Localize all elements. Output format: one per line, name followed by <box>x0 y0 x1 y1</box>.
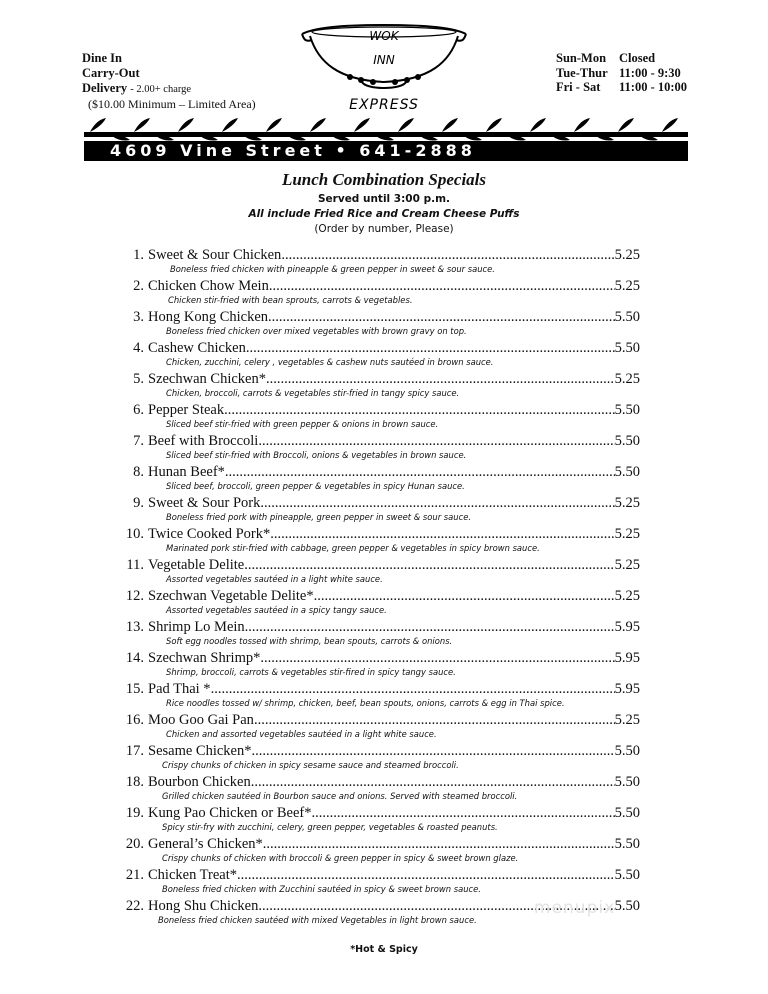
item-number: 4. <box>133 340 144 356</box>
menu-item <box>112 339 640 370</box>
menu-item-line <box>112 525 640 543</box>
item-description: Rice noodles tossed w/ shrimp, chicken, beef, bean spouts, onions, carrots & egg in Thai spice. <box>166 698 565 708</box>
menu-item-line <box>112 587 640 605</box>
service-delivery <box>82 81 256 97</box>
item-number: 17. <box>125 743 144 759</box>
item-price: 5.25 <box>614 495 640 511</box>
menu-item <box>112 463 640 494</box>
item-number: 20. <box>125 836 144 852</box>
item-price: 5.50 <box>614 774 640 790</box>
item-description: Crispy chunks of chicken with broccoli & green pepper in spicy & sweet brown glaze. <box>162 853 519 863</box>
menu-item-line <box>112 680 640 698</box>
menu-item <box>112 308 640 339</box>
menu-item <box>112 277 640 308</box>
menu-item <box>112 246 640 277</box>
logo-word-inn: INN <box>373 53 395 67</box>
menu-item <box>112 525 640 556</box>
watermark: menupix <box>534 898 616 918</box>
item-description: Shrimp, broccoli, carrots & vegetables stir-fired in spicy tangy sauce. <box>166 667 456 677</box>
address-banner: 4609 Vine Street • 641-2888 <box>84 141 688 161</box>
hours-time: 11:00 - 9:30 <box>619 65 681 80</box>
item-description: Soft egg noodles tossed with shrimp, bean spouts, carrots & onions. <box>166 636 453 646</box>
item-number: 21. <box>125 867 144 883</box>
item-number: 14. <box>125 650 144 666</box>
item-description: Boneless fried chicken over mixed vegetables with brown gravy on top. <box>166 326 467 336</box>
item-price: 5.50 <box>614 743 640 759</box>
menu-item-line <box>112 339 640 357</box>
item-price: 5.50 <box>614 433 640 449</box>
item-description: Chicken, broccoli, carrots & vegetables stir-fried in tangy spicy sauce. <box>166 388 460 398</box>
item-name: Chicken Chow Mein <box>148 278 269 294</box>
item-price: 5.25 <box>614 247 640 263</box>
logo-word-wok: WOK <box>369 29 399 43</box>
item-number: 19. <box>125 805 144 821</box>
item-name: Hong Kong Chicken <box>148 309 269 325</box>
menu-item <box>112 401 640 432</box>
menu-item <box>112 680 640 711</box>
item-price: 5.50 <box>614 898 640 914</box>
item-name: Szechwan Chicken* <box>148 371 266 387</box>
menu-list <box>112 246 640 928</box>
leader-dots <box>263 835 615 853</box>
menu-item-line <box>112 866 640 884</box>
item-description: Sliced beef, broccoli, green pepper & vegetables in spicy Hunan sauce. <box>166 481 465 491</box>
item-number: 7. <box>133 433 144 449</box>
item-price: 5.25 <box>614 526 640 542</box>
menu-item-line <box>112 494 640 512</box>
delivery-charge: - 2.00+ charge <box>130 84 192 95</box>
item-name: Pad Thai * <box>148 681 211 697</box>
item-price: 5.25 <box>614 712 640 728</box>
item-description: Chicken stir-fried with bean sprouts, carrots & vegetables. <box>168 295 413 305</box>
menu-item-line <box>112 773 640 791</box>
item-description: Boneless fried chicken sautéed with mixed Vegetables in light brown sauce. <box>158 915 477 925</box>
hours-table <box>556 51 687 95</box>
leader-dots <box>211 680 615 698</box>
menu-item <box>112 370 640 401</box>
item-price: 5.50 <box>614 867 640 883</box>
hours-row <box>556 51 687 66</box>
item-number: 5. <box>133 371 144 387</box>
item-number: 11. <box>126 557 144 573</box>
item-name: Cashew Chicken <box>148 340 246 356</box>
menu-item-line <box>112 742 640 760</box>
leader-dots <box>224 401 615 419</box>
item-description: Boneless fried chicken with pineapple & green pepper in sweet & sour sauce. <box>170 264 495 274</box>
order-note: (Order by number, Please) <box>314 223 454 235</box>
hours-row <box>556 80 687 95</box>
item-price: 5.50 <box>614 402 640 418</box>
services-block <box>82 51 256 112</box>
item-price: 5.25 <box>614 588 640 604</box>
menu-item <box>112 742 640 773</box>
leader-dots <box>312 804 615 822</box>
menu-item-line <box>112 463 640 481</box>
item-name: Hong Shu Chicken <box>148 898 259 914</box>
item-name: Vegetable Delite <box>148 557 245 573</box>
item-name: General’s Chicken* <box>148 836 263 852</box>
item-number: 2. <box>133 278 144 294</box>
leader-dots <box>245 618 615 636</box>
menu-item-line <box>112 804 640 822</box>
item-number: 16. <box>125 712 144 728</box>
menu-item-line <box>112 649 640 667</box>
logo-word-express: EXPRESS <box>349 97 419 113</box>
menu-item <box>112 556 640 587</box>
item-name: Sesame Chicken* <box>148 743 252 759</box>
menu-item-line <box>112 556 640 574</box>
item-price: 5.95 <box>614 650 640 666</box>
menu-item <box>112 773 640 804</box>
item-price: 5.50 <box>614 309 640 325</box>
leader-dots <box>252 742 615 760</box>
item-price: 5.25 <box>614 557 640 573</box>
leader-dots <box>260 649 614 667</box>
item-description: Chicken and assorted vegetables sautéed in a light white sauce. <box>166 729 437 739</box>
menu-item <box>112 835 640 866</box>
item-name: Beef with Broccoli <box>148 433 259 449</box>
item-number: 3. <box>133 309 144 325</box>
item-number: 8. <box>133 464 144 480</box>
item-description: Crispy chunks of chicken in spicy sesame sauce and steamed broccoli. <box>162 760 459 770</box>
item-price: 5.95 <box>614 681 640 697</box>
menu-item-line <box>112 835 640 853</box>
menu-item-line <box>112 370 640 388</box>
item-name: Sweet & Sour Chicken <box>148 247 282 263</box>
item-description: Boneless fried chicken with Zucchini sautéed in spicy & sweet brown sauce. <box>162 884 481 894</box>
item-name: Sweet & Sour Pork <box>148 495 261 511</box>
menu-item-line <box>112 711 640 729</box>
item-name: Bourbon Chicken <box>148 774 251 790</box>
leader-dots <box>269 277 615 295</box>
leader-dots <box>268 308 615 326</box>
hours-days: Sun-Mon <box>556 51 607 65</box>
leader-dots <box>270 525 614 543</box>
menu-item <box>112 618 640 649</box>
item-number: 22. <box>125 898 144 914</box>
menu-item-line <box>112 618 640 636</box>
includes-note: All include Fried Rice and Cream Cheese Puffs <box>248 208 520 220</box>
leader-dots <box>244 556 614 574</box>
item-number: 18. <box>125 774 144 790</box>
menu-item <box>112 804 640 835</box>
item-description: Assorted vegetables sautéed in a light white sauce. <box>166 574 383 584</box>
menu-item <box>112 866 640 897</box>
item-name: Twice Cooked Pork* <box>148 526 271 542</box>
hot-spicy-note: *Hot & Spicy <box>350 944 418 955</box>
item-price: 5.50 <box>614 340 640 356</box>
item-price: 5.25 <box>614 371 640 387</box>
item-description: Grilled chicken sautéed in Bourbon sauce and onions. Served with steamed broccoli. <box>162 791 518 801</box>
hours-days: Tue-Thur <box>556 65 608 80</box>
served-until: Served until 3:00 p.m. <box>317 193 451 205</box>
item-name: Pepper Steak <box>148 402 225 418</box>
item-price: 5.50 <box>614 836 640 852</box>
wok-inn-logo <box>298 18 470 118</box>
item-number: 15. <box>125 681 144 697</box>
item-description: Marinated pork stir-fried with cabbage, green pepper & vegetables in spicy brown sauce. <box>166 543 540 553</box>
item-price: 5.95 <box>614 619 640 635</box>
menu-item-line <box>112 246 640 264</box>
item-description: Boneless fried pork with pineapple, green pepper in sweet & sour sauce. <box>166 512 472 522</box>
item-name: Hunan Beef* <box>148 464 225 480</box>
item-name: Szechwan Shrimp* <box>148 650 261 666</box>
service-dine-in: Dine In <box>82 51 122 65</box>
menu-item <box>112 649 640 680</box>
item-number: 13. <box>125 619 144 635</box>
item-name: Szechwan Vegetable Delite* <box>148 588 314 604</box>
menu-item-line <box>112 277 640 295</box>
leader-dots <box>251 773 615 791</box>
menu-item-line <box>112 308 640 326</box>
leader-dots <box>254 711 615 729</box>
leader-dots <box>260 494 614 512</box>
menu-title: Lunch Combination Specials <box>281 170 487 189</box>
item-price: 5.50 <box>614 464 640 480</box>
leader-dots <box>246 339 615 357</box>
item-description: Spicy stir-fry with zucchini, celery, green pepper, vegetables & roasted peanuts. <box>162 822 498 832</box>
item-number: 6. <box>133 402 144 418</box>
bamboo-vine-decoration <box>84 114 688 144</box>
menu-item-line <box>112 401 640 419</box>
menu-item <box>112 432 640 463</box>
hours-days: Fri - Sat <box>556 80 601 94</box>
item-price: 5.25 <box>614 278 640 294</box>
hours-time: Closed <box>619 51 656 65</box>
menu-item <box>112 494 640 525</box>
item-description: Sliced beef stir-fried with green pepper & onions in brown sauce. <box>166 419 439 429</box>
item-number: 1. <box>133 247 144 263</box>
leader-dots <box>258 432 614 450</box>
item-name: Shrimp Lo Mein <box>148 619 245 635</box>
hours-time: 11:00 - 10:00 <box>619 80 688 94</box>
item-number: 12. <box>125 588 144 604</box>
leader-dots <box>237 866 615 884</box>
menu-item-line <box>112 432 640 450</box>
delivery-label: Delivery <box>82 81 128 95</box>
leader-dots <box>225 463 615 481</box>
item-number: 9. <box>133 495 144 511</box>
service-carry-out: Carry-Out <box>82 66 140 80</box>
menu-item <box>112 711 640 742</box>
item-name: Kung Pao Chicken or Beef* <box>148 805 312 821</box>
item-description: Chicken, zucchini, celery , vegetables & cashew nuts sautéed in brown sauce. <box>166 357 494 367</box>
item-description: Assorted vegetables sautéed in a spicy tangy sauce. <box>166 605 387 615</box>
item-name: Moo Goo Gai Pan <box>148 712 254 728</box>
leader-dots <box>266 370 615 388</box>
leader-dots <box>314 587 615 605</box>
leader-dots <box>281 246 614 264</box>
delivery-minimum: ($10.00 Minimum – Limited Area) <box>88 97 256 111</box>
item-description: Sliced beef stir-fried with Broccoli, onions & vegetables in brown sauce. <box>166 450 467 460</box>
menu-item <box>112 587 640 618</box>
item-price: 5.50 <box>614 805 640 821</box>
item-name: Chicken Treat* <box>148 867 238 883</box>
item-number: 10. <box>125 526 144 542</box>
hours-row <box>556 66 687 81</box>
